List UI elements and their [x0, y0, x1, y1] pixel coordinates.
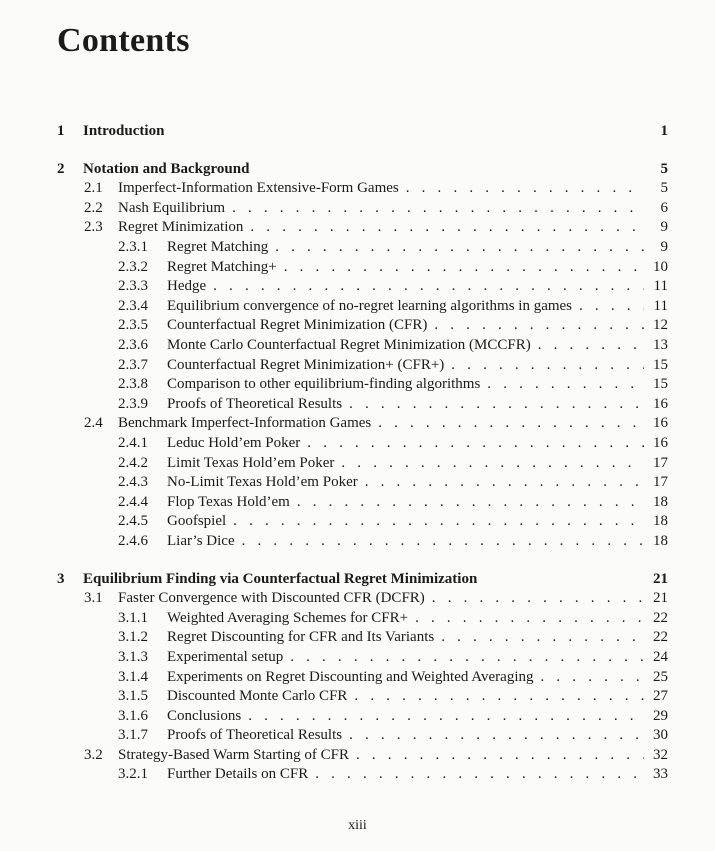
toc-entry [57, 473, 668, 493]
toc-entry-number: 2.2 [84, 199, 103, 216]
toc-dot-leader [233, 512, 644, 532]
toc-entry-title: Introduction [83, 123, 165, 140]
toc-entry-number: 2.3.7 [118, 356, 148, 373]
toc-entry-number: 2.3.9 [118, 395, 148, 412]
toc-dot-leader [451, 356, 644, 376]
page-title: Contents [57, 22, 190, 59]
toc-entry [57, 589, 668, 609]
toc-entry [57, 356, 668, 376]
toc-entry-title: Counterfactual Regret Minimization (CFR) [167, 317, 428, 334]
toc-entry-number: 2.3.1 [118, 239, 148, 256]
toc-entry-page: 11 [653, 297, 668, 314]
toc-entry [57, 258, 668, 278]
toc-dot-leader [213, 277, 644, 297]
toc-entry-page: 32 [653, 746, 668, 763]
toc-dot-leader [297, 493, 644, 513]
toc-entry-title: Hedge [167, 278, 207, 295]
toc-entry-number: 3.1.2 [118, 629, 148, 646]
toc-entry-title: No-Limit Texas Hold’em Poker [167, 474, 358, 491]
toc-entry-number: 2.4.5 [118, 513, 148, 530]
toc-dot-leader [250, 218, 644, 238]
toc-entry-number: 2.3.5 [118, 317, 148, 334]
toc-entry [57, 277, 668, 297]
toc-entry-page: 33 [653, 766, 668, 783]
toc-entry-title: Faster Convergence with Discounted CFR (DCFR) [118, 590, 425, 607]
toc-dot-leader [538, 336, 644, 356]
toc-dot-leader [275, 238, 644, 258]
toc-entry-number: 3.2.1 [118, 766, 148, 783]
toc-entry [57, 570, 668, 590]
toc-entry-page: 16 [653, 434, 668, 451]
toc-entry-title: Conclusions [167, 707, 242, 724]
toc-entry-title: Regret Matching [167, 239, 269, 256]
toc-entry-number: 2.4.6 [118, 532, 148, 549]
toc-entry-page: 13 [653, 337, 668, 354]
toc-entry-number: 3.1.7 [118, 727, 148, 744]
toc-entry-page: 9 [660, 219, 668, 236]
toc-dot-leader [365, 473, 644, 493]
toc-entry-page: 5 [660, 160, 668, 177]
toc-entry-number: 1 [57, 123, 65, 140]
toc-entry-number: 2.4.4 [118, 493, 148, 510]
toc-entry-page: 21 [653, 570, 668, 587]
toc-dot-leader [242, 532, 644, 552]
toc-entry-number: 3.1.4 [118, 668, 148, 685]
toc-entry-page: 5 [660, 180, 668, 197]
toc-entry-page: 18 [653, 513, 668, 530]
toc-entry-number: 2.3.8 [118, 376, 148, 393]
toc-entry-page: 6 [660, 199, 668, 216]
toc-entry-number: 2.3 [84, 219, 103, 236]
toc-entry-title: Proofs of Theoretical Results [167, 727, 343, 744]
toc-entry-page: 29 [653, 707, 668, 724]
toc-dot-leader [415, 609, 644, 629]
toc-entry-title: Limit Texas Hold’em Poker [167, 454, 335, 471]
toc-entry [57, 434, 668, 454]
toc-entry-page: 17 [653, 474, 668, 491]
toc-entry-title: Equilibrium convergence of no-regret learning algorithms in games [167, 297, 573, 314]
toc-entry-page: 10 [653, 258, 668, 275]
toc-dot-leader [487, 375, 644, 395]
toc-entry-title: Liar’s Dice [167, 532, 235, 549]
toc-entry-title: Counterfactual Regret Minimization+ (CFR+) [167, 356, 445, 373]
toc-entry-page: 18 [653, 532, 668, 549]
toc-list [57, 122, 668, 785]
toc-entry [57, 336, 668, 356]
toc-entry [57, 395, 668, 415]
toc-entry-title: Benchmark Imperfect-Information Games [118, 415, 372, 432]
toc-dot-leader [579, 297, 644, 317]
toc-entry [57, 160, 668, 180]
toc-entry [57, 199, 668, 219]
toc-entry [57, 122, 668, 142]
toc-entry [57, 375, 668, 395]
toc-entry-page: 21 [653, 590, 668, 607]
toc-entry-number: 2.4 [84, 415, 103, 432]
toc-entry-title: Weighted Averaging Schemes for CFR+ [167, 609, 409, 626]
toc-entry-title: Regret Minimization [118, 219, 244, 236]
toc-entry-number: 2.1 [84, 180, 103, 197]
toc-entry-title: Proofs of Theoretical Results [167, 395, 343, 412]
toc-entry-page: 15 [653, 356, 668, 373]
toc-entry-title: Flop Texas Hold’em [167, 493, 290, 510]
toc-entry-page: 16 [653, 415, 668, 432]
toc-entry [57, 493, 668, 513]
toc-entry-number: 2.4.1 [118, 434, 148, 451]
toc-entry [57, 746, 668, 766]
toc-dot-leader [232, 199, 644, 219]
toc-entry [57, 668, 668, 688]
toc-entry [57, 726, 668, 746]
toc-entry-title: Monte Carlo Counterfactual Regret Minimization (MCCFR) [167, 337, 531, 354]
toc-entry-number: 3.1.3 [118, 648, 148, 665]
toc-entry [57, 765, 668, 785]
toc-entry-title: Regret Discounting for CFR and Its Variants [167, 629, 435, 646]
toc-entry-page: 15 [653, 376, 668, 393]
toc-entry-title: Leduc Hold’em Poker [167, 434, 301, 451]
toc-entry [57, 414, 668, 434]
toc-dot-leader [349, 726, 644, 746]
toc-entry-number: 3.1 [84, 590, 103, 607]
toc-entry [57, 297, 668, 317]
toc-dot-leader [356, 746, 644, 766]
toc-entry-page: 11 [653, 278, 668, 295]
toc-dot-leader [349, 395, 644, 415]
toc-entry-title: Imperfect-Information Extensive-Form Games [118, 180, 399, 197]
toc-entry-page: 16 [653, 395, 668, 412]
toc-entry-title: Goofspiel [167, 513, 227, 530]
toc-entry [57, 316, 668, 336]
toc-entry [57, 609, 668, 629]
toc-entry-page: 17 [653, 454, 668, 471]
toc-dot-leader [284, 258, 644, 278]
toc-dot-leader [434, 316, 644, 336]
toc-entry-title: Experimental setup [167, 648, 284, 665]
toc-dot-leader [441, 628, 644, 648]
toc-entry-number: 2.3.2 [118, 258, 148, 275]
toc-dot-leader [248, 707, 644, 727]
toc-entry-number: 2 [57, 160, 65, 177]
toc-entry-number: 2.4.3 [118, 474, 148, 491]
toc-dot-leader [341, 454, 644, 474]
toc-entry-number: 3.2 [84, 746, 103, 763]
toc-entry-number: 3.1.1 [118, 609, 148, 626]
toc-dot-leader [378, 414, 644, 434]
toc-entry-title: Further Details on CFR [167, 766, 309, 783]
toc-entry-number: 2.3.3 [118, 278, 148, 295]
toc-entry-number: 3.1.5 [118, 688, 148, 705]
toc-entry-page: 27 [653, 688, 668, 705]
toc-entry-title: Nash Equilibrium [118, 199, 226, 216]
toc-entry [57, 707, 668, 727]
toc-dot-leader [432, 589, 644, 609]
toc-entry-number: 2.4.2 [118, 454, 148, 471]
toc-entry-title: Notation and Background [83, 160, 250, 177]
toc-entry-page: 1 [660, 123, 668, 140]
toc-entry-title: Comparison to other equilibrium-finding algorithms [167, 376, 481, 393]
toc-entry-page: 18 [653, 493, 668, 510]
toc-entry [57, 512, 668, 532]
toc-entry [57, 648, 668, 668]
toc-entry [57, 218, 668, 238]
toc-entry [57, 687, 668, 707]
toc-entry-number: 3 [57, 570, 65, 587]
toc-entry-number: 2.3.4 [118, 297, 148, 314]
footer-page-number: xiii [348, 818, 367, 833]
toc-entry-page: 22 [653, 609, 668, 626]
toc-dot-leader [290, 648, 644, 668]
toc-entry-page: 30 [653, 727, 668, 744]
toc-dot-leader [541, 668, 645, 688]
toc-dot-leader [406, 179, 644, 199]
toc-entry [57, 179, 668, 199]
toc-dot-leader [354, 687, 644, 707]
toc-entry-title: Strategy-Based Warm Starting of CFR [118, 746, 349, 763]
toc-entry [57, 628, 668, 648]
toc-entry-title: Discounted Monte Carlo CFR [167, 688, 348, 705]
toc-dot-leader [315, 765, 644, 785]
toc-entry [57, 454, 668, 474]
toc-entry [57, 532, 668, 552]
toc-entry [57, 238, 668, 258]
toc-entry-title: Regret Matching+ [167, 258, 277, 275]
toc-entry-page: 25 [653, 668, 668, 685]
toc-entry-number: 2.3.6 [118, 337, 148, 354]
toc-entry-page: 12 [653, 317, 668, 334]
toc-entry-number: 3.1.6 [118, 707, 148, 724]
toc-dot-leader [307, 434, 644, 454]
toc-entry-page: 22 [653, 629, 668, 646]
toc-entry-page: 24 [653, 648, 668, 665]
toc-entry-title: Experiments on Regret Discounting and Weighted Averaging [167, 668, 534, 685]
toc-entry-page: 9 [660, 239, 668, 256]
toc-entry-title: Equilibrium Finding via Counterfactual Regret Minimization [83, 570, 478, 587]
